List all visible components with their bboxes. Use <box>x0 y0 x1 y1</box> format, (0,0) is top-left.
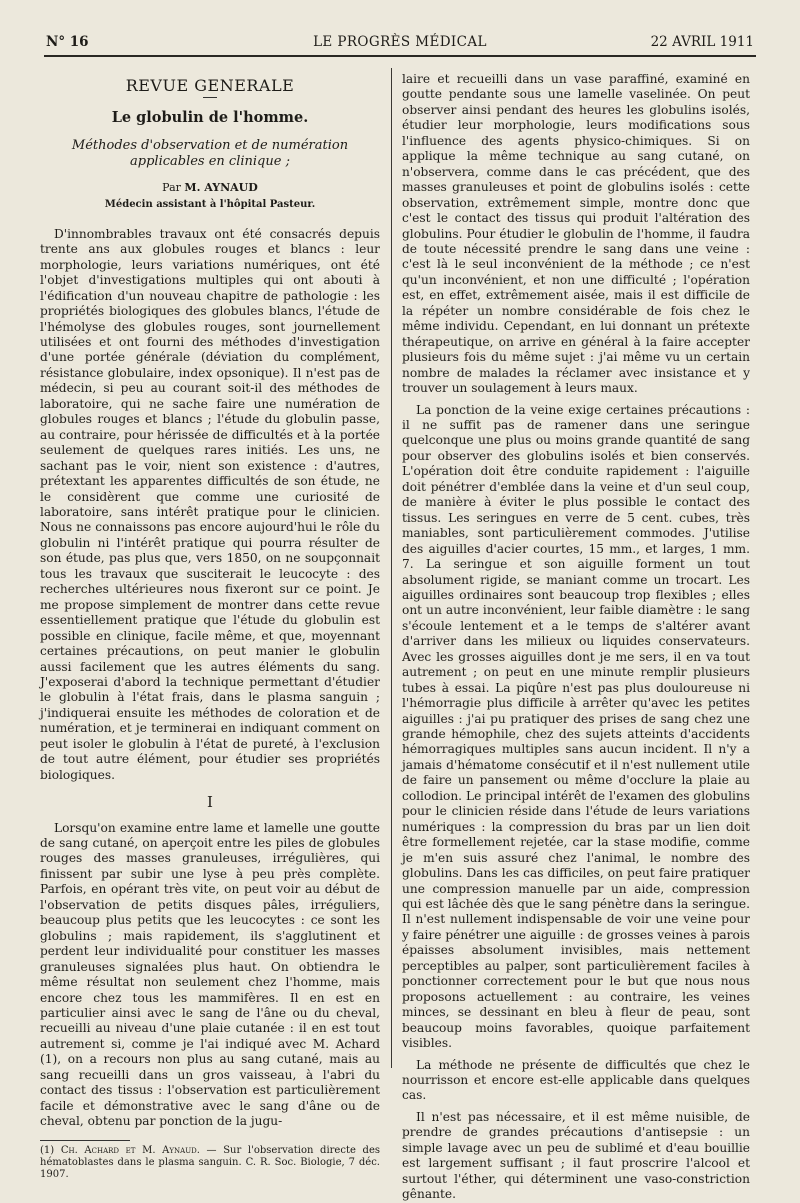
right-column <box>402 72 750 1203</box>
puncture-paragraph: La ponction de la veine exige certaines précautions : il ne suffit pas de ramener dans une seringue quelconque une plus ou moins grande quantité de sang pour observer des globulins isolés et bien conservés. L'opération doit être conduite rapidement : l'aiguille doit pénétrer d'emblée dans la veine et d'un seul coup, de manière à éviter le plus possible le contact des tissus. Les seringues en verre de 5 cent. cubes, très maniables, sont particulièrement commodes. J'utilise des aiguilles d'acier courtes, 15 mm., et larges, 1 mm. 7. La seringue et son aiguille forment un tout absolument rigide, se maniant comme un trocart. Les aiguilles ordinaires sont beaucoup trop flexibles ; elles ont un autre inconvénient, leur faible diamètre : le sang s'écoule lentement et a le temps de s'altérer avant d'arriver dans les milieux ou liquides conservateurs. Avec les grosses aiguilles dont je me sers, il en va tout autrement ; on peut en une minute remplir plusieurs tubes à essai. La piqûre n'est pas plus douloureuse ni l'hémorragie plus difficile à arrêter qu'avec les petites aiguilles : j'ai pu pratiquer des prises de sang chez une grande hémophile, chez des sujets atteints d'accidents hémorragiques multiples sans aucun incident. Il n'y a jamais d'hématome consécutif et il n'est nullement utile de faire un pansement ou même d'occlure la plaie au collodion. Le principal intérêt de l'examen des globulins pour le clinicien réside dans l'étude de leurs variations numériques : la compression du bras par un lien doit être formellement rejetée, car la stase modifie, comme je m'en suis assuré chez l'animal, le nombre des globulins. Dans les cas difficiles, on peut faire pratiquer une compression manuelle par un aide, compression qui est lâchée dès que le sang pénètre dans la seringue. Il n'est nullement indispensable de voir une veine pour y faire pénétrer une aiguille : de grosses veines à parois épaisses absolument invisibles, mais nettement perceptibles au palper, sont particulièrement faciles à ponctionner correctement pour le but que nous nous proposons actuellement : au contraire, les veines minces, se dessinant en bleu à fleur de peau, sont beaucoup moins favorables, quoique parfaitement visibles. <box>402 402 750 1051</box>
intro-paragraph: D'innombrables travaux ont été consacrés depuis trente ans aux globules rouges et blancs : leur morphologie, leurs variations numériques, ont été l'objet d'investigations multiples qui ont abouti à l'édification d'un nouveau chapitre de pathologie : les propriétés biologiques des globules blancs, l'étude de l'hémolyse des globules rouges, sont journellement utilisées et ont fourni des méthodes d'investigation d'une portée générale (déviation du complément, résistance globulaire, index opsonique). Il n'est pas de médecin, si peu au courant soit-il des méthodes de laboratoire, qui ne sache faire une numération de globules rouges et blancs ; l'étude du globulin passe, au contraire, pour hérissée de difficultés et à la portée seulement de quelques rares initiés. Les uns, ne sachant pas le voir, nient son existence : d'autres, prétextant les apparentes difficultés de son étude, ne le considèrent que comme une curiosité de laboratoire, sans intérêt pratique pour le clinicien. Nous ne connaissons pas encore aujourd'hui le rôle du globulin ni l'intérêt pratique qui pourra résulter de son étude, pas plus que, vers 1850, on ne soupçonnait tous les travaux que susciterait le leucocyte : des recherches ultérieures nous fixeront sur ce point. Je me propose simplement de montrer dans cette revue essentiellement pratique que l'étude du globulin est possible en clinique, facile même, et que, moyennant certaines précautions, on peut manier le globulin aussi facilement que les autres éléments du sang. J'exposerai d'abord la technique permettant d'étudier le globulin à l'état frais, dans le plasma sanguin ; j'indiquerai ensuite les méthodes de coloration et de numération, et je terminerai en indiquant comment on peut isoler le globulin à l'état de pureté, à l'exclusion de tout autre élément, pour étudier ses propriétés biologiques. <box>40 226 380 782</box>
section-one-paragraph: Lorsqu'on examine entre lame et lamelle une goutte de sang cutané, on aperçoit entre les piles de globules rouges des masses granuleuses, irrégulières, qui finissent par subir une lyse à peu près complète. Parfois, en opérant très vite, on peut voir au début de l'observation de petits disques pâles, irréguliers, beaucoup plus petits que les leucocytes : ce sont les globulins ; mais rapidement, ils s'agglutinent et perdent leur individualité pour constituer les masses granuleuses signalées plus haut. On obtiendra le même résultat non seulement chez l'homme, mais encore chez tous les mammifères. Il en est en particulier ainsi avec le sang de l'âne ou du cheval, recueilli au niveau d'une plaie cutanée : il en est tout autrement si, comme je l'ai indiqué avec M. Achard (1), on a recours non plus au sang cutané, mais au sang recueilli dans un gros vaisseau, à l'abri du contact des tissus : l'observation est particulièrement facile et démonstrative avec le sang d'âne ou de cheval, obtenu par ponction de la jugu- <box>40 820 380 1129</box>
section-numeral: I <box>207 793 213 812</box>
byline-prefix: Par <box>162 180 181 194</box>
footnote-number: (1) <box>40 1144 55 1156</box>
footnote-rule <box>40 1140 130 1141</box>
title-rule <box>203 97 217 98</box>
article-title: Le globulin de l'homme. <box>111 109 309 127</box>
issue-date: 22 AVRIL 1911 <box>650 34 754 50</box>
author-affiliation: Médecin assistant à l'hôpital Pasteur. <box>104 199 316 211</box>
header-rule <box>44 55 756 57</box>
footnote <box>40 1145 380 1181</box>
section-title: REVUE GENERALE <box>125 76 295 95</box>
journal-title: LE PROGRÈS MÉDICAL <box>313 34 487 50</box>
left-column <box>40 72 380 1181</box>
byline <box>40 180 380 195</box>
issue-number: N° 16 <box>46 34 89 50</box>
footnote-authors: Ch. Achard et M. Aynaud. <box>60 1144 200 1156</box>
antisepsis-paragraph: Il n'est pas nécessaire, et il est même nuisible, de prendre de grandes précautions d'antisepsie : un simple lavage avec un peu de sublimé et d'eau bouillie est largement suffisant ; il faut proscrire l'alcool et surtout l'éther, qui déterminent une vaso-constriction gênante. <box>402 1109 750 1202</box>
footnote-text: — Sur l'observation directe des hématoblastes dans le plasma sanguin. C. R. Soc. Biologie, 7 déc. 1907. <box>40 1144 380 1180</box>
infant-paragraph: La méthode ne présente de difficultés que chez le nourrisson et encore est-elle applicable dans quelques cas. <box>402 1057 750 1103</box>
article-subtitle: Méthodes d'observation et de numération applicables en clinique ; <box>71 137 349 169</box>
author-name: M. AYNAUD <box>184 180 258 194</box>
continuation-paragraph: laire et recueilli dans un vase paraffiné, examiné en goutte pendante sous une lamelle vaselinée. On peut observer ainsi pendant des heures les globulins isolés, étudier leur morphologie, leurs modifications sous l'influence des agents physico-chimiques. Si on applique la même technique au sang cutané, on n'observera, comme dans le cas précédent, que des masses granuleuses et point de globulins isolés : cette observation, extrêmement simple, montre donc que c'est le contact des tissus qui produit l'altération des globulins. Pour étudier le globulin de l'homme, il faudra de toute nécessité prendre le sang dans une veine : c'est là le seul inconvénient de la méthode ; ce n'est qu'un inconvénient, et non une difficulté ; l'opération est, en effet, extrêmement aisée, mais il est difficile de la répéter un nombre considérable de fois chez le même individu. Cependant, en lui donnant un prétexte thérapeutique, on arrive en général à la faire accepter plusieurs fois du même sujet : j'ai même vu un certain nombre de malades la réclamer avec insistance et y trouver un soulagement à leurs maux. <box>402 72 750 396</box>
column-divider <box>391 68 392 1068</box>
running-head <box>46 34 754 56</box>
